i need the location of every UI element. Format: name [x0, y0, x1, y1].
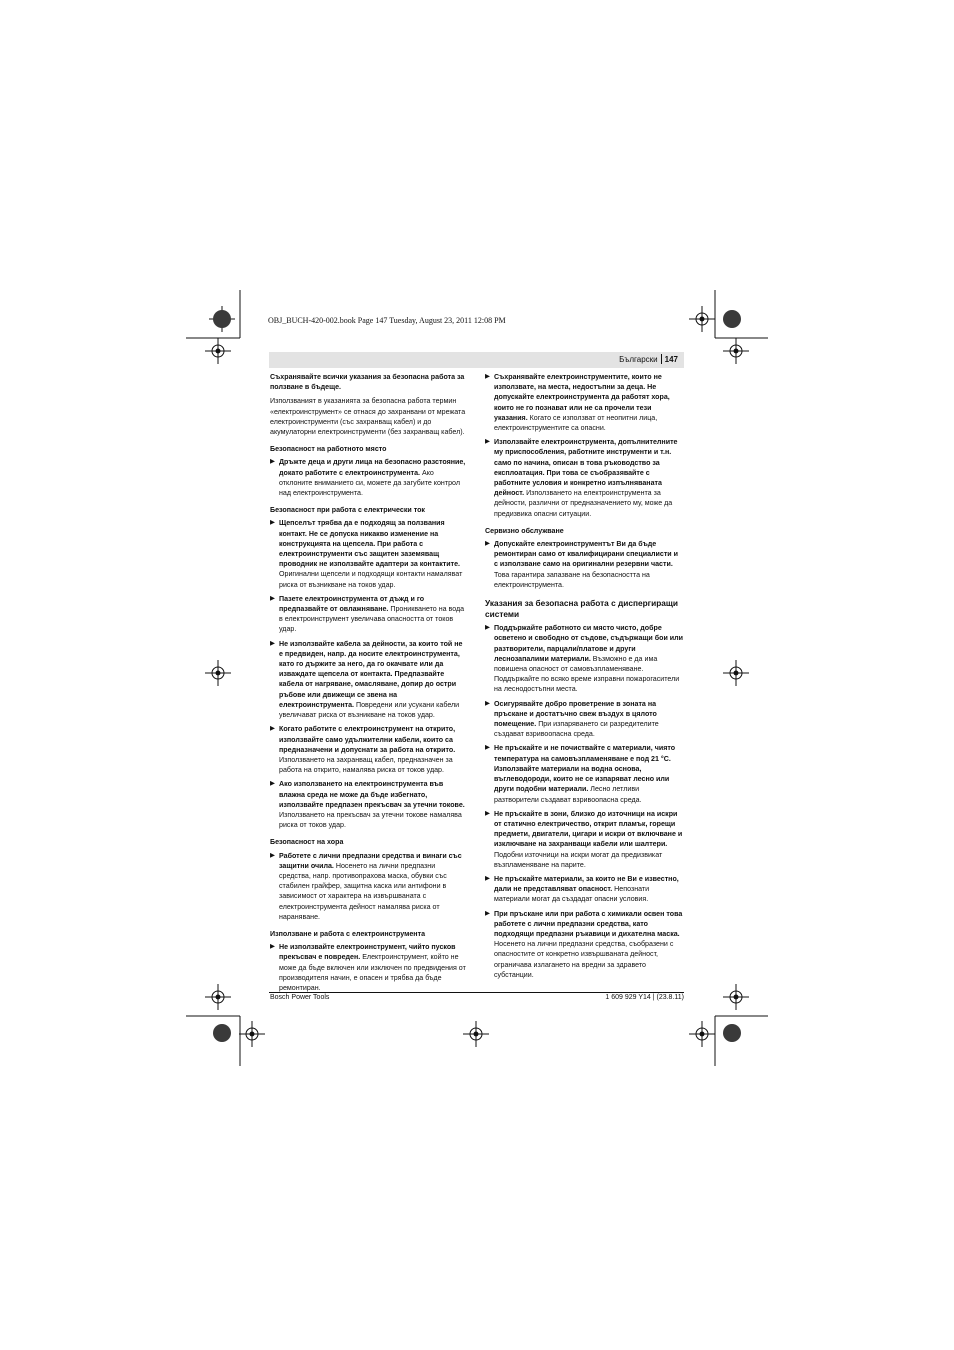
- crosshair-center: [734, 995, 739, 1000]
- header-separator: [661, 354, 662, 364]
- bullet-text: Оригинални щепсели и подходящи контакти намаляват риска от възникване на токов удар.: [279, 570, 463, 589]
- header-language: Български: [619, 355, 658, 364]
- bullet-item: [485, 539, 683, 590]
- section-subheading: Използване и работа с електроинструмента: [270, 929, 426, 938]
- registration-disc-icon: [213, 310, 231, 328]
- registration-disc-icon: [213, 1024, 231, 1042]
- right-column: [485, 372, 683, 984]
- bullet-arrow-icon: ▶: [485, 540, 490, 548]
- bullet-arrow-icon: ▶: [270, 943, 275, 951]
- bullet-item: [270, 724, 468, 775]
- bullet-bold-text: Осигурявайте добро проветрение в зоната на пръскане и достатъчно свеж въздух в цялото помещение.: [494, 699, 657, 729]
- bullet-arrow-icon: ▶: [270, 594, 275, 602]
- footer-code: 1 609 929 Y14 | (23.8.11): [605, 994, 684, 1001]
- bullet-item: [485, 372, 683, 433]
- section-subheading: Безопасност на хора: [270, 838, 344, 847]
- crosshair-center: [216, 671, 221, 676]
- bullet-arrow-icon: ▶: [270, 519, 275, 527]
- crosshair-center: [734, 349, 739, 354]
- bullet-bold-text: Ако използването на електроинструмента във влажна среда не може да бъде избегнато, използвайте предпазен прекъсвач за утечни токове.: [279, 780, 465, 809]
- bullet-arrow-icon: ▶: [485, 744, 490, 752]
- bullet-item: [485, 623, 683, 694]
- bullet-bold-text: Когато работите с електроинструмент на открито, използвайте само удължителни кабели, които са предназначени и допуснати за работа на открито.: [279, 725, 456, 754]
- bullet-arrow-icon: ▶: [270, 639, 275, 647]
- bullet-text: Електроинструмент, който не може да бъде включен или изключен по предвидения от производителя начин, е опасен и трябва да бъде ремонтиран.: [279, 953, 466, 992]
- crosshair-center: [700, 1032, 705, 1037]
- page-header-bar: [269, 352, 684, 368]
- page-number: 147: [664, 355, 678, 364]
- bullet-text: Проникването на вода в електроинструмент увеличава опасността от токов удар.: [279, 605, 465, 634]
- bullet-item: [270, 942, 468, 993]
- bullet-text: При изпаряването си разредителите създават взривоопасна среда.: [494, 720, 659, 739]
- crosshair-center: [216, 995, 221, 1000]
- footer-rule: [269, 992, 684, 993]
- bullet-item: [270, 518, 468, 589]
- bullet-bold-text: Щепселът трябва да е подходящ за ползвания контакт. Не се допуска никакво изменение на конструкцията на щепсела. При работа с електроинструменти със защитен заземяващ проводник не използвайте адаптери за контактите.: [279, 519, 461, 569]
- bullet-arrow-icon: ▶: [485, 699, 490, 707]
- bullet-item: [485, 743, 683, 804]
- bullet-item: [485, 909, 683, 980]
- bullet-text: Ако отклоните вниманието си, можете да загубите контрол над електроинструмента.: [279, 468, 460, 498]
- bullet-arrow-icon: ▶: [270, 725, 275, 733]
- section-subheading: Безопасност при работа с електрически ток: [270, 506, 425, 515]
- bullet-arrow-icon: ▶: [485, 438, 490, 446]
- bullet-text: Непознати материали могат да създадат опасни условия.: [494, 885, 650, 904]
- bullet-bold-text: Дръжте деца и други лица на безопасно разстояние, докато работите с електроинструмента.: [279, 458, 466, 477]
- paragraph: Използваният в указанията за безопасна работа термин «електроинструмент» се отнася до захранвани от мрежата електроинструменти (със захранващ кабел) и до акумулаторни електроинструменти (без захранващ кабел).: [270, 397, 466, 437]
- bullet-bold-text: Не използвайте кабела за дейности, за които той не е предвиден, напр. да носите електроинструмента, като го държите за него, да го окачвате или да изваждате щепсела от контакта. Предпазвайте кабела от нагряване, омасляване, допир до остри ръбове или движещи се звена на електроинструмента.: [279, 639, 463, 709]
- bullet-bold-text: Не пръскайте в зони, близко до източници на искри от статично електричество, открит пламък, горещи предмети, двигатели, цигари и искри от включване и изключване на захранващи кабели или шалтери.: [494, 809, 683, 849]
- bullet-text: Когато се използват от неопитни лица, електроинструментите са опасни.: [494, 413, 658, 433]
- bullet-bold-text: Пазете електроинструмента от дъжд и го предпазвайте от овлажняване.: [279, 594, 425, 614]
- bullet-item: [270, 457, 468, 498]
- crosshair-center: [700, 317, 705, 322]
- crosshair-center: [216, 349, 221, 354]
- bullet-bold-text: Съхранявайте електроинструментите, които не използвате, на места, недостъпни за деца. Не допускайте електроинструмента да работят хора, които не го познават или не са прочели тези указания.: [494, 373, 670, 422]
- bullet-text: Това гарантира запазване на безопасността на електроинструмента.: [494, 570, 650, 589]
- registration-disc-icon: [723, 1024, 741, 1042]
- bullet-arrow-icon: ▶: [485, 624, 490, 632]
- footer-brand: Bosch Power Tools: [270, 994, 330, 1001]
- bullet-item: [485, 699, 683, 740]
- intro-statement: Съхранявайте всички указания за безопасна работа за ползване в бъдеще.: [270, 373, 465, 392]
- bullet-text: Използването на прекъсвач за утечни токове намалява риска от токов удар.: [279, 810, 462, 830]
- bullet-text: Използването на захранващ кабел, предназначен за работа на открито, намалява риска от токов удар.: [279, 755, 453, 775]
- bullet-arrow-icon: ▶: [270, 851, 275, 859]
- bullet-text: Използването на електроинструмента за дейности, различни от предназначението му, може да предизвика опасни ситуации.: [494, 489, 673, 518]
- bullet-arrow-icon: ▶: [270, 780, 275, 788]
- section-subheading: Сервизно обслужване: [485, 526, 564, 535]
- section-heading: Указания за безопасна работа с диспергиращи системи: [485, 598, 679, 619]
- bullet-item: [270, 639, 468, 721]
- left-column: [270, 372, 468, 997]
- registration-disc-icon: [723, 310, 741, 328]
- bullet-text: Повредени или усукани кабели увеличават риска от възникване на токов удар.: [279, 700, 460, 720]
- bullet-arrow-icon: ▶: [485, 809, 490, 817]
- bullet-bold-text: Не пръскайте и не почиствайте с материали, чиято температура на самовъзпламеняване е под 21 °C. Използвайте материали на водна основа, въглеводороди, които не се изпаряват лесно или други подобни материали.: [494, 744, 676, 794]
- bullet-bold-text: Поддържайте работното си място чисто, добре осветено и свободно от съдове, съдържащи бои или разтворители, парцали/платове и други леснозапалими материали.: [494, 624, 684, 663]
- bullet-item: [270, 851, 468, 922]
- bullet-bold-text: Работете с лични предпазни средства и винаги със защитни очила.: [279, 851, 462, 870]
- bullet-bold-text: При пръскане или при работа с химикали освен това работете с лични предпазни средства, като подходящи предпазни ръкавици и дихателна маска.: [494, 909, 683, 938]
- bullet-bold-text: Използвайте електроинструмента, допълнителните му приспособления, работните инструменти и т.н. само по начина, описан в това ръководство за експлоатация. При това се съобразявайте с работните условия и конкретно изпълняваната дейност.: [494, 438, 678, 498]
- bullet-bold-text: Не пръскайте материали, за които не Ви е известно, дали не представляват опасност.: [494, 874, 679, 894]
- bullet-text: Носенето на лични предпазни средства, напр. противопрахова маска, обувки със стабилен грайфер, защитна каска или антифони в зависимост от характера на извършваната с електроинструмента дейност намалява риска от нараняване.: [279, 861, 447, 921]
- file-info-line: OBJ_BUCH-420-002.book Page 147 Tuesday, August 23, 2011 12:08 PM: [268, 316, 506, 325]
- bullet-arrow-icon: ▶: [485, 874, 490, 882]
- bullet-bold-text: Допускайте електроинструментът Ви да бъде ремонтиран само от квалифицирани специалисти и с използване само на оригинални резервни части.: [494, 540, 678, 569]
- page-header: [619, 354, 678, 365]
- section-subheading: Безопасност на работното място: [270, 445, 387, 454]
- crosshair-center: [734, 671, 739, 676]
- bullet-item: [485, 874, 683, 905]
- bullet-bold-text: Не използвайте електроинструмент, чийто пусков прекъсвач е повреден.: [279, 943, 456, 962]
- bullet-text: Възможно е да има повишена опасност от самовъзпламеняване. Поддържайте по всяко време изправни пожарогасители на леснодостъпни места.: [494, 654, 680, 694]
- bullet-item: [270, 779, 468, 830]
- bullet-text: Подобни източници на искри могат да предизвикат възпламеняване на парите.: [494, 850, 663, 869]
- crosshair-center: [474, 1032, 479, 1037]
- bullet-item: [485, 809, 683, 870]
- bullet-text: Носенето на лични предпазни средства, съобразени с опасностите от конкретно извършваната дейност, ограничава излагането на вредни за здравето субстанции.: [494, 940, 674, 979]
- bullet-text: Лесно летливи разтворители създават взривоопасна среда.: [494, 785, 642, 804]
- bullet-item: [485, 437, 683, 519]
- crosshair-center: [250, 1032, 255, 1037]
- bullet-item: [270, 594, 468, 635]
- bullet-arrow-icon: ▶: [485, 909, 490, 917]
- bullet-arrow-icon: ▶: [270, 458, 275, 466]
- bullet-arrow-icon: ▶: [485, 373, 490, 380]
